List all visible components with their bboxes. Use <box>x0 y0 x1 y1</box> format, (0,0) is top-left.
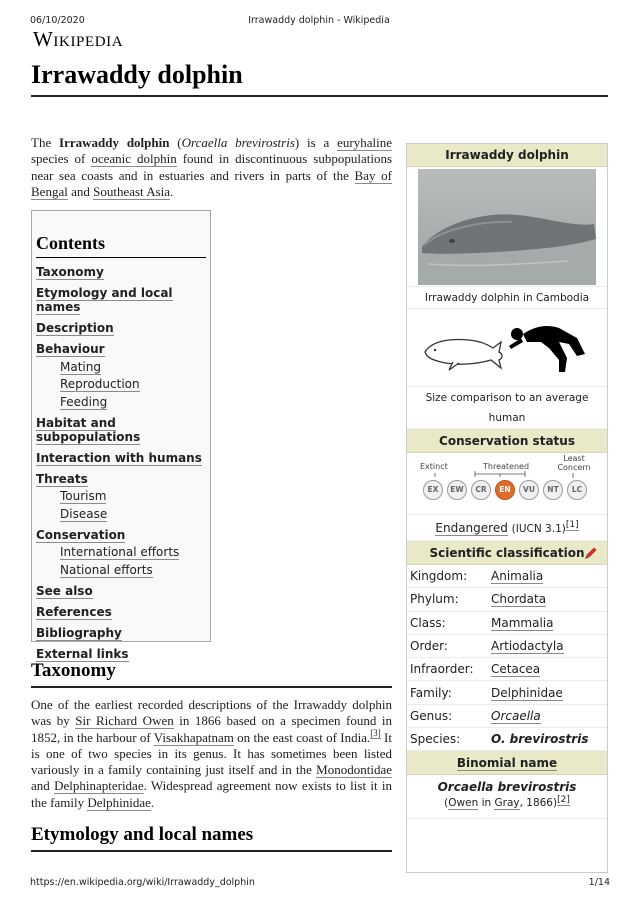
size-comparison-figure[interactable] <box>407 309 607 387</box>
print-date: 06/10/2020 <box>30 15 85 26</box>
toc-item[interactable]: Interaction with humans <box>36 450 202 465</box>
dolphin-photo[interactable] <box>407 167 607 287</box>
iucn-version: (IUCN 3.1) <box>511 523 566 535</box>
link-visakhapatnam[interactable]: Visakhapatnam <box>153 729 234 745</box>
link-oceanic-dolphin[interactable]: oceanic dolphin <box>91 151 177 167</box>
lead-subject: Irrawaddy dolphin <box>59 135 170 150</box>
page-title: Irrawaddy dolphin <box>31 60 243 89</box>
citation-link[interactable]: [1] <box>565 520 579 530</box>
binomial-name: Orcaella brevirostris <box>437 780 577 795</box>
toc-item[interactable]: Taxonomy <box>36 265 104 279</box>
link-gray[interactable]: Gray <box>494 797 520 810</box>
toc-item[interactable]: External links <box>36 646 129 661</box>
classification-taxon-link[interactable]: Mammalia <box>491 615 554 630</box>
print-url: https://en.wikipedia.org/wiki/Irrawaddy_dolphin <box>30 877 255 888</box>
section-divider <box>31 850 392 852</box>
toc-item[interactable]: Behaviour <box>36 342 105 356</box>
link-bay-of-bengal[interactable]: Bay of Bengal <box>31 167 392 199</box>
print-doc-title: Irrawaddy dolphin - Wikipedia <box>248 15 390 26</box>
link-euryhaline[interactable]: euryhaline <box>337 135 392 150</box>
link-endangered[interactable]: Endangered <box>435 521 508 535</box>
binomial-name-heading <box>407 751 607 775</box>
iucn-badge-cr: CR <box>471 480 491 500</box>
print-page-number: 1/14 <box>588 877 610 888</box>
binomial-block <box>407 775 607 819</box>
classification-rank: Genus: <box>410 708 453 723</box>
section-heading-taxonomy: Taxonomy <box>31 660 116 681</box>
toc-item[interactable]: See also <box>36 583 93 598</box>
citation-link[interactable]: [2] <box>557 794 570 805</box>
link-owen[interactable]: Owen <box>448 797 479 810</box>
toc-list <box>36 265 206 661</box>
classification-rank: Phylum: <box>410 592 459 607</box>
classification-rank: Class: <box>410 615 446 630</box>
toc-subitem[interactable]: National efforts <box>60 562 153 577</box>
size-caption: Size comparison to an average human <box>407 387 607 429</box>
link-monodontidae[interactable]: Monodontidae <box>316 762 392 778</box>
iucn-label-least-concern: Least Concern <box>557 454 591 472</box>
link-southeast-asia[interactable]: Southeast Asia <box>93 183 171 199</box>
size-comparison-image <box>417 312 597 384</box>
toc-subitem[interactable]: Disease <box>60 506 108 521</box>
toc-subitem[interactable]: Mating <box>60 359 101 374</box>
classification-row <box>407 681 607 704</box>
classification-taxon-link[interactable]: Chordata <box>491 592 547 607</box>
lead-paragraph: The Irrawaddy dolphin (Orcaella brevirostris) is a euryhaline species of oceanic dolphin found in discontinuous subpopulations near sea coasts and in estuaries and rivers in parts of the Bay of Bengal and Southeast Asia. <box>31 135 392 199</box>
classification-row <box>407 588 607 611</box>
toc-item[interactable]: Description <box>36 321 114 335</box>
classification-rank: Species: <box>410 732 461 747</box>
classification-row <box>407 565 607 588</box>
iucn-badge-ew: EW <box>447 480 467 500</box>
classification-row <box>407 728 607 751</box>
infobox-title: Irrawaddy dolphin <box>407 144 607 167</box>
species-infobox <box>406 143 608 873</box>
classification-rank: Family: <box>410 685 452 700</box>
iucn-badge-ex: EX <box>423 480 443 500</box>
classification-row <box>407 705 607 728</box>
taxonomy-paragraph: One of the earliest recorded descriptions of the Irrawaddy dolphin was by Sir Richard Owen in 1866 based on a specimen found in 1852, in the harbour of Visakhapatnam on the east coast of India.[3] It is one of two species in its genus. It has sometimes been listed variously in a family containing just itself and in the Monodontidae and Delphinapteridae. Widespread agreement now exists to list it in the family Delphinidae. <box>31 697 393 810</box>
edit-pencil-icon[interactable] <box>584 546 598 560</box>
section-divider <box>31 686 392 688</box>
classification-row <box>407 658 607 681</box>
dolphin-photo-image <box>418 169 596 285</box>
link-richard-owen[interactable]: Sir Richard Owen <box>75 713 174 729</box>
toc-item[interactable]: Habitat and subpopulations <box>36 415 141 444</box>
binomial-heading-link[interactable]: Binomial name <box>456 756 558 771</box>
classification-rank: Order: <box>410 639 448 654</box>
iucn-label-threatened: Threatened <box>483 462 530 471</box>
toc-title: Contents <box>36 233 206 258</box>
classification-taxon-link[interactable]: Cetacea <box>491 662 541 677</box>
species-name: O. brevirostris <box>491 732 589 747</box>
iucn-badge-vu: VU <box>519 480 539 500</box>
classification-taxon-link[interactable]: Delphinidae <box>491 685 563 700</box>
conservation-status-heading: Conservation status <box>407 429 607 453</box>
table-of-contents <box>31 210 211 661</box>
toc-subitem[interactable]: Reproduction <box>60 377 140 391</box>
classification-rank: Infraorder: <box>410 662 474 677</box>
conservation-status-line <box>407 515 607 541</box>
toc-item[interactable]: References <box>36 604 112 619</box>
title-divider <box>31 95 608 97</box>
scientific-classification-heading <box>407 541 607 565</box>
link-delphinapteridae[interactable]: Delphinapteridae <box>54 778 144 794</box>
classification-row <box>407 612 607 635</box>
section-heading-etymology: Etymology and local names <box>31 824 254 845</box>
photo-caption: Irrawaddy dolphin in Cambodia <box>407 287 607 309</box>
iucn-label-extinct: Extinct <box>420 462 448 471</box>
toc-subitem[interactable]: Tourism <box>60 489 107 503</box>
iucn-status-scale[interactable] <box>407 453 607 515</box>
classification-taxon-link[interactable]: Artiodactyla <box>491 639 564 654</box>
toc-item[interactable]: Threats <box>36 471 88 486</box>
toc-item[interactable]: Etymology and local names <box>36 286 173 314</box>
classification-heading-text: Scientific classification <box>429 546 585 560</box>
classification-taxon-link[interactable]: Animalia <box>491 569 544 584</box>
wikipedia-wordmark[interactable]: Wikipedia <box>33 27 124 51</box>
toc-subitem[interactable]: International efforts <box>60 545 180 559</box>
toc-item[interactable]: Conservation <box>36 527 126 542</box>
lead-binomial: Orcaella brevirostris <box>181 135 295 150</box>
iucn-badge-en: EN <box>495 480 515 500</box>
classification-row <box>407 635 607 658</box>
toc-item[interactable]: Bibliography <box>36 625 122 640</box>
classification-rank: Kingdom: <box>410 569 468 584</box>
iucn-badge-nt: NT <box>543 480 563 500</box>
classification-taxon-link[interactable]: Orcaella <box>491 708 541 723</box>
citation-link[interactable]: [3] <box>370 728 381 739</box>
iucn-badge-lc: LC <box>567 480 587 500</box>
link-delphinidae[interactable]: Delphinidae <box>87 794 151 810</box>
toc-subitem[interactable]: Feeding <box>60 394 108 409</box>
binomial-authority: (Owen in Gray, 1866)[2] <box>444 794 570 810</box>
